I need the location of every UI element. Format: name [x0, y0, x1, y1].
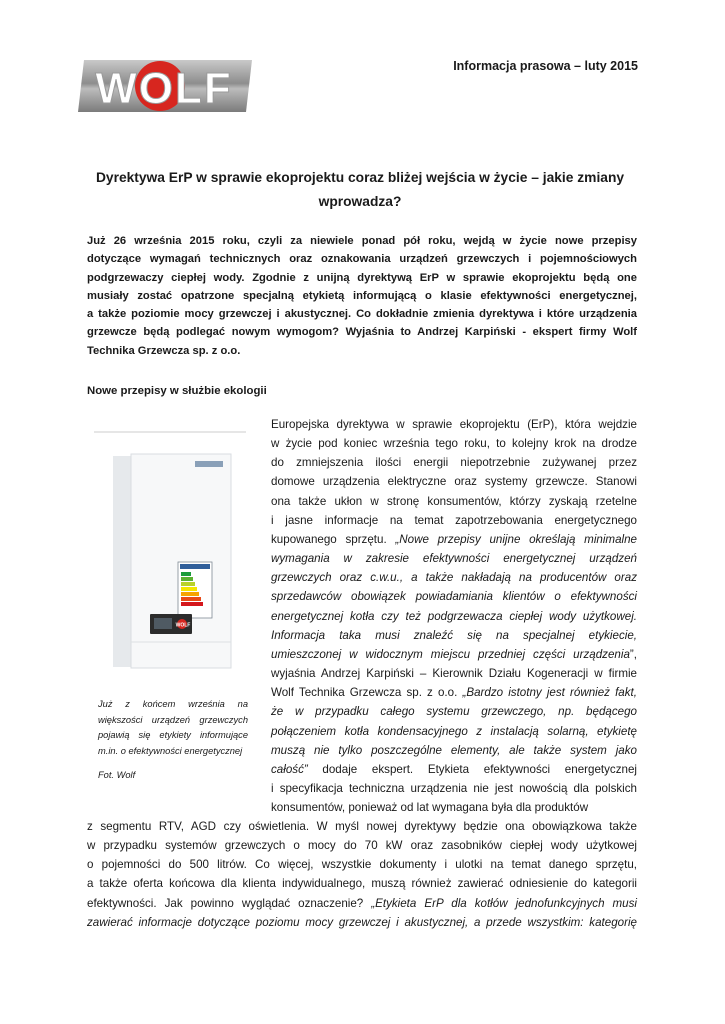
caption-line: Już z końcem września na	[98, 699, 248, 709]
body-text-column	[271, 415, 637, 817]
boiler-side-panel	[113, 456, 131, 667]
lead-line: a także poziomie mocy grzewczej i akustycznej. Co dokładnie zmienia dyrektywa i które urządzenia	[87, 308, 637, 321]
body-line: Informacja taka musi znaleźć się na specjalnej etykiecie,	[271, 628, 637, 642]
figure-caption	[98, 697, 248, 759]
display-screen	[154, 618, 172, 629]
caption-line: większości urządzeń grzewczych	[98, 714, 248, 725]
body-text-full-width	[87, 817, 637, 932]
energy-bar	[181, 597, 201, 601]
press-release-label: Informacja prasowa – luty 2015	[453, 59, 638, 73]
body-line: w przypadku systemów grzewczych o mocy do 70 kW oraz zasobników ciepłej wody użytkowej	[87, 839, 637, 853]
energy-bar	[181, 592, 199, 596]
section-title: Nowe przepisy w służbie ekologii	[87, 385, 267, 397]
body-line: i jasne informacje na temat zapotrzebowania energetycznego	[271, 513, 637, 527]
energy-bar	[181, 577, 193, 581]
wolf-logo	[76, 58, 254, 114]
body-line	[271, 760, 637, 779]
body-line	[87, 894, 637, 913]
energy-bar	[181, 582, 195, 586]
body-span: efektywności. Jak powinno wyglądać oznaczenie?	[87, 896, 372, 910]
logo-text: WOLF	[95, 64, 233, 113]
body-line: i specyfikacja techniczna urządzenia nie jest nowością dla polskich	[271, 781, 637, 795]
body-line: muszą nie tylko poszczególne elementy, ale także system jako	[271, 743, 637, 757]
body-line: zawierać informacje dotyczące poziomu mocy grzewczej i akustycznej, a przede wszystkim: kategorię	[87, 915, 637, 929]
body-line: do zmniejszenia ilości energii niepotrzebnie zużywanej przez	[271, 456, 637, 470]
lead-line: podgrzewaczy ciepłej wody. Zgodnie z unijną dyrektywą ErP w sprawie ekoprojektu będą one	[87, 271, 637, 284]
headline-line: wprowadza?	[318, 194, 402, 209]
lead-line: grzewcze będą podlegać nowym wymogom? Wyjaśnia to Andrzej Karpiński - ekspert firmy Wolf	[87, 326, 637, 339]
body-line: energetycznej kotła czy też podgrzewacza ciepłej wody użytkowej.	[271, 609, 637, 623]
lead-line: Technika Grzewcza sp. z o.o.	[87, 344, 241, 357]
body-line	[271, 645, 637, 664]
energy-bar	[181, 602, 203, 606]
body-span: dodaje ekspert. Etykieta efektywności energetycznej	[307, 762, 637, 776]
caption-line: m.in. o efektywności energetycznej	[98, 745, 243, 756]
device-brand: WOLF	[175, 622, 191, 629]
photo-credit: Fot. Wolf	[98, 770, 136, 780]
boiler-top-badge	[195, 461, 223, 467]
energy-bar	[181, 572, 191, 576]
body-line: o pojemności do 500 litrów. Co więcej, wszystkie dokumenty i ulotki na temat danego sprzętu,	[87, 858, 637, 872]
quote-span: całość”	[271, 762, 308, 776]
energy-bar	[181, 587, 197, 591]
body-line: wymagania w zakresie efektywności energetycznej urządzeń	[271, 552, 637, 566]
quote-span: „Bardzo istotny jest również fakt,	[462, 686, 637, 700]
body-line: ona także ukłon w stronę konsumentów, którzy zyskają rzetelne	[271, 494, 637, 508]
body-line	[271, 683, 637, 702]
body-span: kupowanego sprzętu.	[271, 532, 396, 546]
lead-line: musiały zostać opatrzone specjalną etykietą informującą o klasie efektywności energetycznej,	[87, 289, 637, 302]
body-span: ”,	[629, 647, 637, 661]
body-line: połączeniem kotła kondensacyjnego z instalacją solarną, etykietę	[271, 724, 637, 738]
headline	[80, 166, 640, 214]
body-line: że w przypadku całego systemu grzewczego, np. będącego	[271, 705, 637, 719]
body-span: Wolf Technika Grzewcza sp. z o.o.	[271, 686, 463, 700]
boiler-photo	[94, 430, 246, 685]
quote-span: „Etykieta ErP dla kotłów jednofunkcyjnych musi	[371, 896, 637, 910]
body-line: a także oferta końcowa dla klienta indywidualnego, muszą również zawierać odniesienie do kategorii	[87, 877, 637, 891]
quote-span: „Nowe przepisy unijne określają minimalne	[395, 532, 638, 546]
headline-line: Dyrektywa ErP w sprawie ekoprojektu coraz bliżej wejścia w życie – jakie zmiany	[95, 170, 625, 185]
lead-line: Już 26 września 2015 roku, czyli za niewiele ponad pół roku, wejdą w życie nowe przepisy	[87, 235, 637, 247]
quote-span: umieszczonej w widocznym miejscu przedniej części urządzenia	[271, 647, 630, 661]
body-line: wyjaśnia Andrzej Karpiński – Kierownik Działu Kogeneracji w firmie	[271, 667, 637, 681]
body-line: z segmentu RTV, AGD czy oświetlenia. W myśl nowej dyrektywy będzie ona obowiązkowa także	[87, 820, 637, 833]
body-line: sprzedawców obowiązek powiadamiania klientów o efektywności	[271, 590, 637, 604]
body-line: grzewczych oraz c.w.u., a także nakładają na producentów oraz	[271, 571, 637, 585]
lead-line: dotyczące wymagań technicznych oraz oznakowania urządzeń grzewczych i pojemnościowych	[87, 253, 637, 266]
boiler-front-panel	[131, 454, 231, 668]
caption-line: pojawią się etykiety informujące	[98, 730, 248, 741]
body-line: konsumentów, ponieważ od lat wymagana była dla produktów	[271, 801, 589, 815]
energy-label-header	[180, 564, 210, 569]
body-line: w życie pod koniec września tego roku, to kolejny krok na drodze	[271, 437, 637, 451]
body-line: Europejska dyrektywa w sprawie ekoprojektu (ErP), która wejdzie	[271, 418, 637, 431]
body-line	[271, 530, 637, 549]
body-line: domowe urządzenia elektryczne oraz systemy grzewcze. Stanowi	[271, 475, 637, 489]
lead-paragraph	[87, 232, 637, 360]
